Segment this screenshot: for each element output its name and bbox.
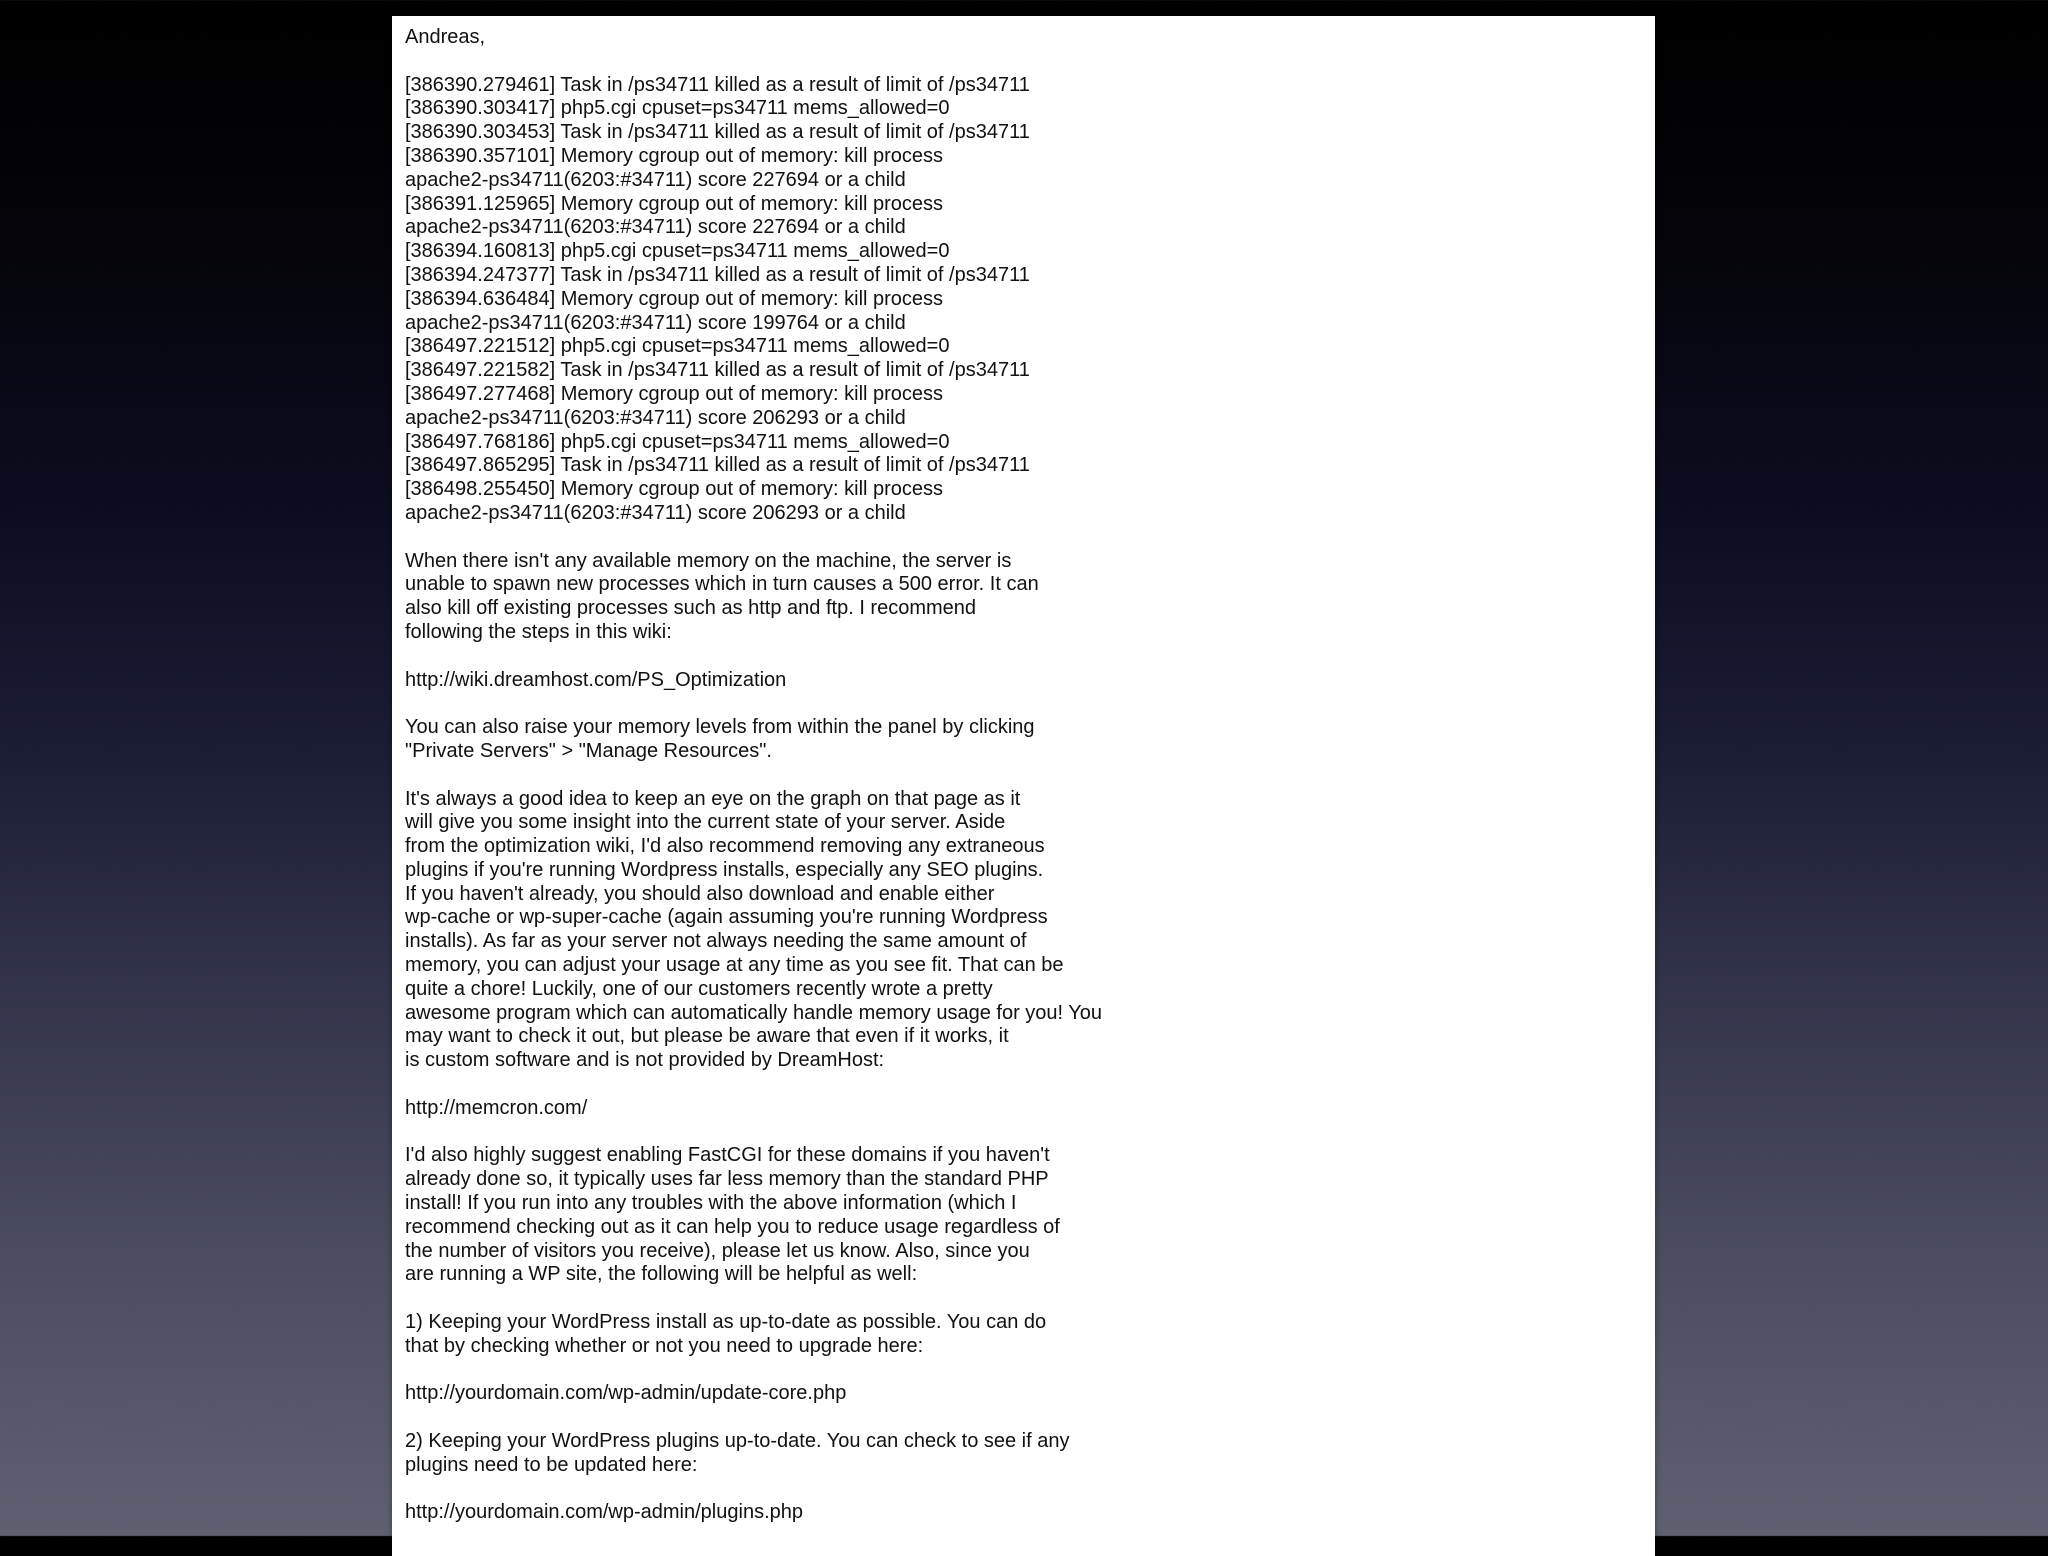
paragraph-line: from the optimization wiki, I'd also recommend removing any extraneous bbox=[405, 835, 1045, 858]
wiki-link[interactable]: http://wiki.dreamhost.com/PS_Optimization bbox=[405, 668, 787, 691]
paragraph-line: the number of visitors you receive), please let us know. Also, since you bbox=[405, 1239, 1030, 1262]
paragraph-line: quite a chore! Luckily, one of our customers recently wrote a pretty bbox=[405, 977, 993, 1000]
email-document bbox=[392, 16, 1655, 1556]
paragraph-panel bbox=[405, 716, 1635, 764]
paragraph-line: awesome program which can automatically handle memory usage for you! You bbox=[405, 1001, 1103, 1024]
paragraph-line: are running a WP site, the following will be helpful as well: bbox=[405, 1263, 918, 1286]
blank-line bbox=[405, 1406, 1635, 1430]
blank-line bbox=[405, 526, 1635, 550]
blank-line bbox=[405, 1359, 1635, 1383]
log-line: [386390.303417] php5.cgi cpuset=ps34711 mems_allowed=0 bbox=[405, 97, 950, 120]
plugins-link[interactable]: http://yourdomain.com/wp-admin/plugins.php bbox=[405, 1501, 803, 1524]
log-line: apache2-ps34711(6203:#34711) score 206293 or a child bbox=[405, 406, 906, 429]
paragraph-line: When there isn't any available memory on the machine, the server is bbox=[405, 549, 1012, 572]
paragraph-line: memory, you can adjust your usage at any time as you see fit. That can be bbox=[405, 954, 1064, 977]
blank-line bbox=[405, 764, 1635, 788]
paragraph-line: 2) Keeping your WordPress plugins up-to-date. You can check to see if any bbox=[405, 1430, 1070, 1453]
paragraph-fastcgi bbox=[405, 1144, 1635, 1287]
log-line: [386390.303453] Task in /ps34711 killed as a result of limit of /ps34711 bbox=[405, 121, 1030, 144]
paragraph-line: It's always a good idea to keep an eye on the graph on that page as it bbox=[405, 787, 1021, 810]
paragraph-line: "Private Servers" > "Manage Resources". bbox=[405, 739, 772, 762]
blank-line bbox=[405, 692, 1635, 716]
log-line: [386498.255450] Memory cgroup out of memory: kill process bbox=[405, 478, 944, 501]
blank-line bbox=[405, 1478, 1635, 1502]
paragraph-line: already done so, it typically uses far less memory than the standard PHP bbox=[405, 1168, 1049, 1191]
paragraph-line: recommend checking out as it can help you to reduce usage regardless of bbox=[405, 1215, 1060, 1238]
log-line: [386394.160813] php5.cgi cpuset=ps34711 mems_allowed=0 bbox=[405, 240, 950, 263]
memcron-link[interactable]: http://memcron.com/ bbox=[405, 1096, 588, 1119]
update-core-link[interactable]: http://yourdomain.com/wp-admin/update-core.php bbox=[405, 1382, 847, 1405]
log-line: [386390.279461] Task in /ps34711 killed as a result of limit of /ps34711 bbox=[405, 73, 1030, 96]
paragraph-line: I'd also highly suggest enabling FastCGI for these domains if you haven't bbox=[405, 1144, 1050, 1167]
paragraph-line: will give you some insight into the current state of your server. Aside bbox=[405, 811, 1006, 834]
log-line: [386394.636484] Memory cgroup out of memory: kill process bbox=[405, 287, 944, 310]
paragraph-line: also kill off existing processes such as http and ftp. I recommend bbox=[405, 597, 977, 620]
paragraph-line: install! If you run into any troubles with the above information (which I bbox=[405, 1192, 1017, 1215]
paragraph-line: plugins need to be updated here: bbox=[405, 1453, 698, 1476]
blank-line bbox=[405, 645, 1635, 669]
paragraph-line: unable to spawn new processes which in turn causes a 500 error. It can bbox=[405, 573, 1039, 596]
log-line: [386394.247377] Task in /ps34711 killed as a result of limit of /ps34711 bbox=[405, 263, 1030, 286]
blank-line bbox=[405, 1073, 1635, 1097]
log-line: [386497.768186] php5.cgi cpuset=ps34711 mems_allowed=0 bbox=[405, 430, 950, 453]
paragraph-line: is custom software and is not provided by DreamHost: bbox=[405, 1049, 885, 1072]
log-line: apache2-ps34711(6203:#34711) score 206293 or a child bbox=[405, 501, 906, 524]
paragraph-line: may want to check it out, but please be aware that even if it works, it bbox=[405, 1025, 1009, 1048]
log-line: [386497.221512] php5.cgi cpuset=ps34711 mems_allowed=0 bbox=[405, 335, 950, 358]
paragraph-line: 1) Keeping your WordPress install as up-to-date as possible. You can do bbox=[405, 1311, 1047, 1334]
log-line: [386390.357101] Memory cgroup out of memory: kill process bbox=[405, 144, 944, 167]
paragraph-graph bbox=[405, 788, 1635, 1074]
list-item-update-wordpress bbox=[405, 1311, 1635, 1359]
greeting: Andreas, bbox=[405, 26, 486, 48]
paragraph-line: installs). As far as your server not always needing the same amount of bbox=[405, 930, 1027, 953]
email-body bbox=[405, 26, 1635, 1525]
paragraph-line: following the steps in this wiki: bbox=[405, 620, 672, 643]
blank-line bbox=[405, 1121, 1635, 1145]
kernel-log bbox=[405, 74, 1635, 526]
paragraph-memory bbox=[405, 550, 1635, 645]
paragraph-line: You can also raise your memory levels from within the panel by clicking bbox=[405, 716, 1035, 739]
log-line: [386497.277468] Memory cgroup out of memory: kill process bbox=[405, 382, 944, 405]
log-line: [386391.125965] Memory cgroup out of memory: kill process bbox=[405, 192, 944, 215]
blank-line bbox=[405, 50, 1635, 74]
paragraph-line: plugins if you're running Wordpress installs, especially any SEO plugins. bbox=[405, 858, 1044, 881]
paragraph-line: wp-cache or wp-super-cache (again assuming you're running Wordpress bbox=[405, 906, 1048, 929]
list-item-update-plugins bbox=[405, 1430, 1635, 1478]
log-line: apache2-ps34711(6203:#34711) score 227694 or a child bbox=[405, 216, 906, 239]
log-line: [386497.221582] Task in /ps34711 killed as a result of limit of /ps34711 bbox=[405, 359, 1030, 382]
log-line: [386497.865295] Task in /ps34711 killed as a result of limit of /ps34711 bbox=[405, 454, 1030, 477]
blank-line bbox=[405, 1287, 1635, 1311]
paragraph-line: that by checking whether or not you need to upgrade here: bbox=[405, 1334, 924, 1357]
log-line: apache2-ps34711(6203:#34711) score 227694 or a child bbox=[405, 168, 906, 191]
log-line: apache2-ps34711(6203:#34711) score 199764 or a child bbox=[405, 311, 906, 334]
paragraph-line: If you haven't already, you should also download and enable either bbox=[405, 882, 995, 905]
